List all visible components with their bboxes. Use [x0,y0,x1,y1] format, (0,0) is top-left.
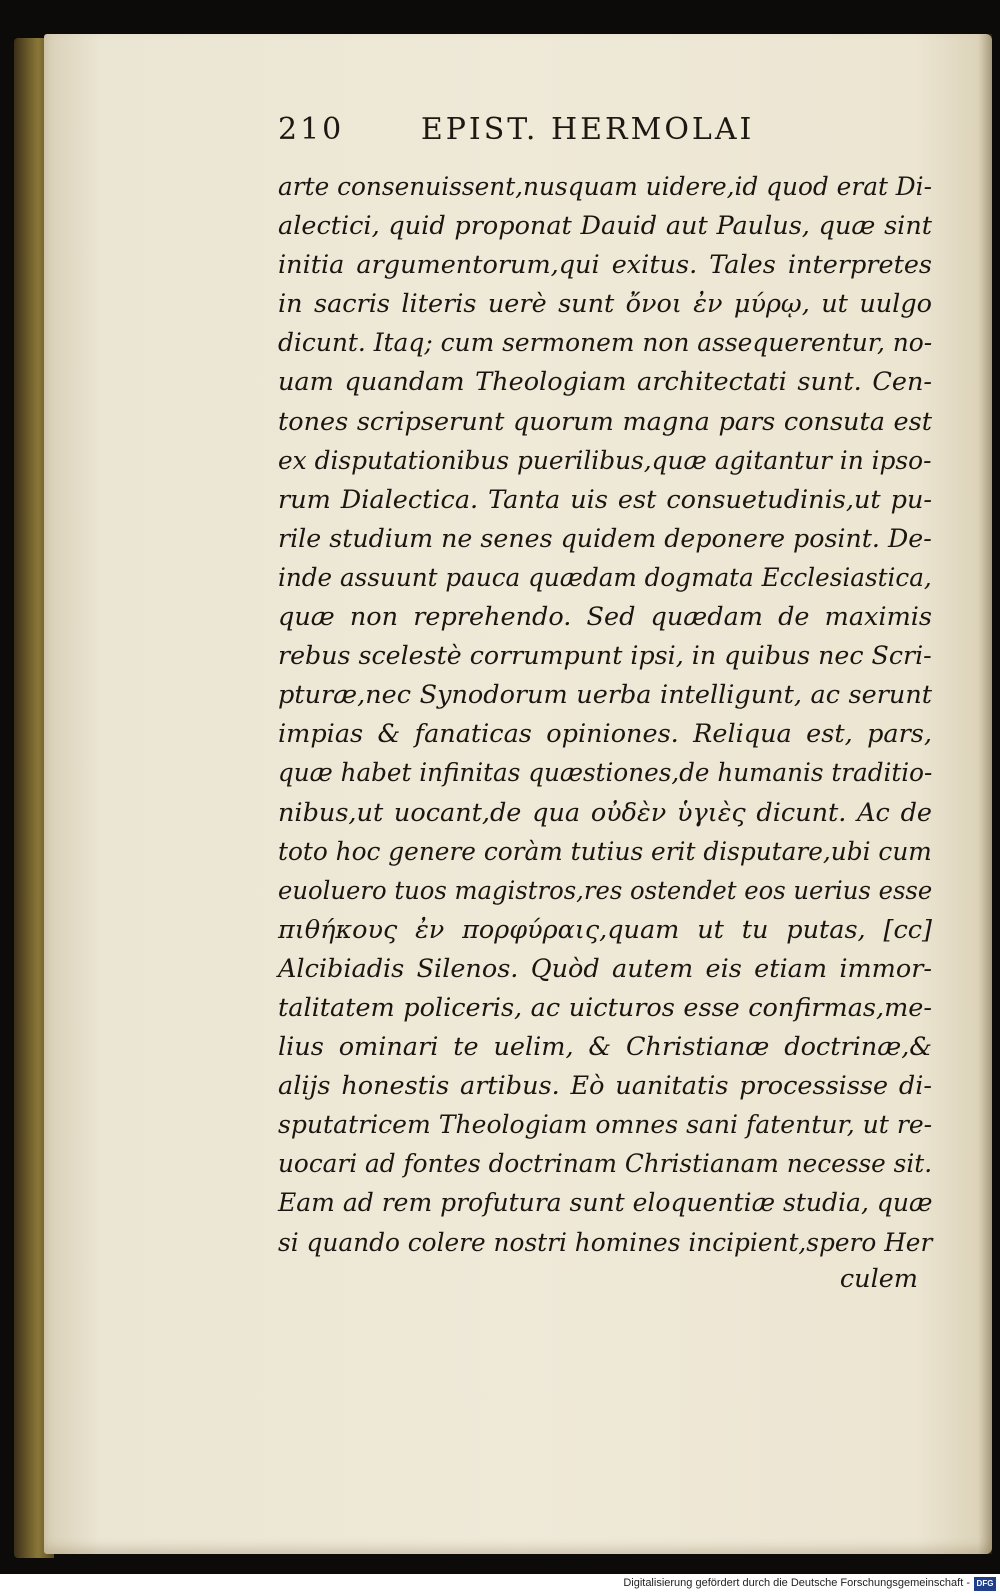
text-line: quæ non reprehendo. Sed quædam de maximis [278,602,932,633]
text-line: rebus scelestè corrumpunt ipsi, in quibus nec Scri- [278,641,932,672]
text-line: impias & fanaticas opiniones. Reliqua est, pars, [278,719,932,750]
text-line: pturæ,nec Synodorum uerba intelligunt, ac serunt [278,680,932,711]
text-line: sputatricem Theologiam omnes sani fatentur, ut re- [278,1110,933,1141]
text-line: dicunt. Itaq; cum sermonem non assequerentur, no- [278,328,933,359]
text-line: lius ominari te uelim, & Christianæ doctrinæ,& [278,1032,932,1063]
text-line: rum Dialectica. Tanta uis est consuetudinis,ut pu- [278,484,932,515]
footer-bar [0,1574,1000,1596]
text-line: Eam ad rem profutura sunt eloquentiæ studia, quæ [278,1188,933,1219]
text-line: toto hoc genere coràm tutius erit disputare,ubi cum [278,836,932,867]
text-line: tones scripserunt quorum magna pars consuta est [278,406,932,437]
text-line: Alcibiadis Silenos. Quòd autem eis etiam immor- [278,953,932,984]
text-line: euoluero tuos magistros,res ostendet eos uerius esse [278,875,933,906]
body-text [278,168,932,1263]
running-title: EPIST. HERMOLAI [420,112,755,147]
text-line: si quando colere nostri homines incipient,spero Her [278,1227,933,1258]
page-number: 210 [278,112,345,147]
text-line: alectici, quid proponat Dauid aut Paulus, quæ sint [278,211,932,242]
text-line: πιθήκους ἐν πορφύραις,quam ut tu putas, [cc] [278,914,932,945]
text-line: inde assuunt pauca quædam dogmata Ecclesiastica, [278,562,932,593]
text-line: initia argumentorum,qui exitus. Tales interpretes [278,250,932,281]
text-line: ex disputationibus puerilibus,quæ agitantur in ipso- [278,445,932,476]
text-line: rile studium ne senes quidem deponere posint. De- [278,523,932,554]
dfg-logo: DFG [974,1577,996,1591]
text-line: arte consenuissent,nusquam uidere,id quod erat Di- [278,172,932,202]
text-line: quæ habet infinitas quæstiones,de humanis traditio- [278,758,933,789]
digitization-credit: Digitalisierung gefördert durch die Deutsche Forschungsgemeinschaft - [623,1577,970,1589]
text-line: uam quandam Theologiam architectati sunt. Cen- [278,367,932,398]
text-line: uocari ad fontes doctrinam Christianam necesse sit. [278,1149,933,1180]
catchword: culem [839,1264,918,1294]
text-line: in sacris literis uerè sunt ὄνοι ἐν μύρῳ, ut uulgo [278,289,932,320]
text-line: nibus,ut uocant,de qua οὐδὲν ὑγιὲς dicunt. Ac de [278,797,932,828]
text-line: talitatem policeris, ac uicturos esse confirmas,me- [278,992,932,1023]
text-line: alijs honestis artibus. Eò uanitatis processisse di- [278,1071,932,1102]
running-head [278,112,754,160]
